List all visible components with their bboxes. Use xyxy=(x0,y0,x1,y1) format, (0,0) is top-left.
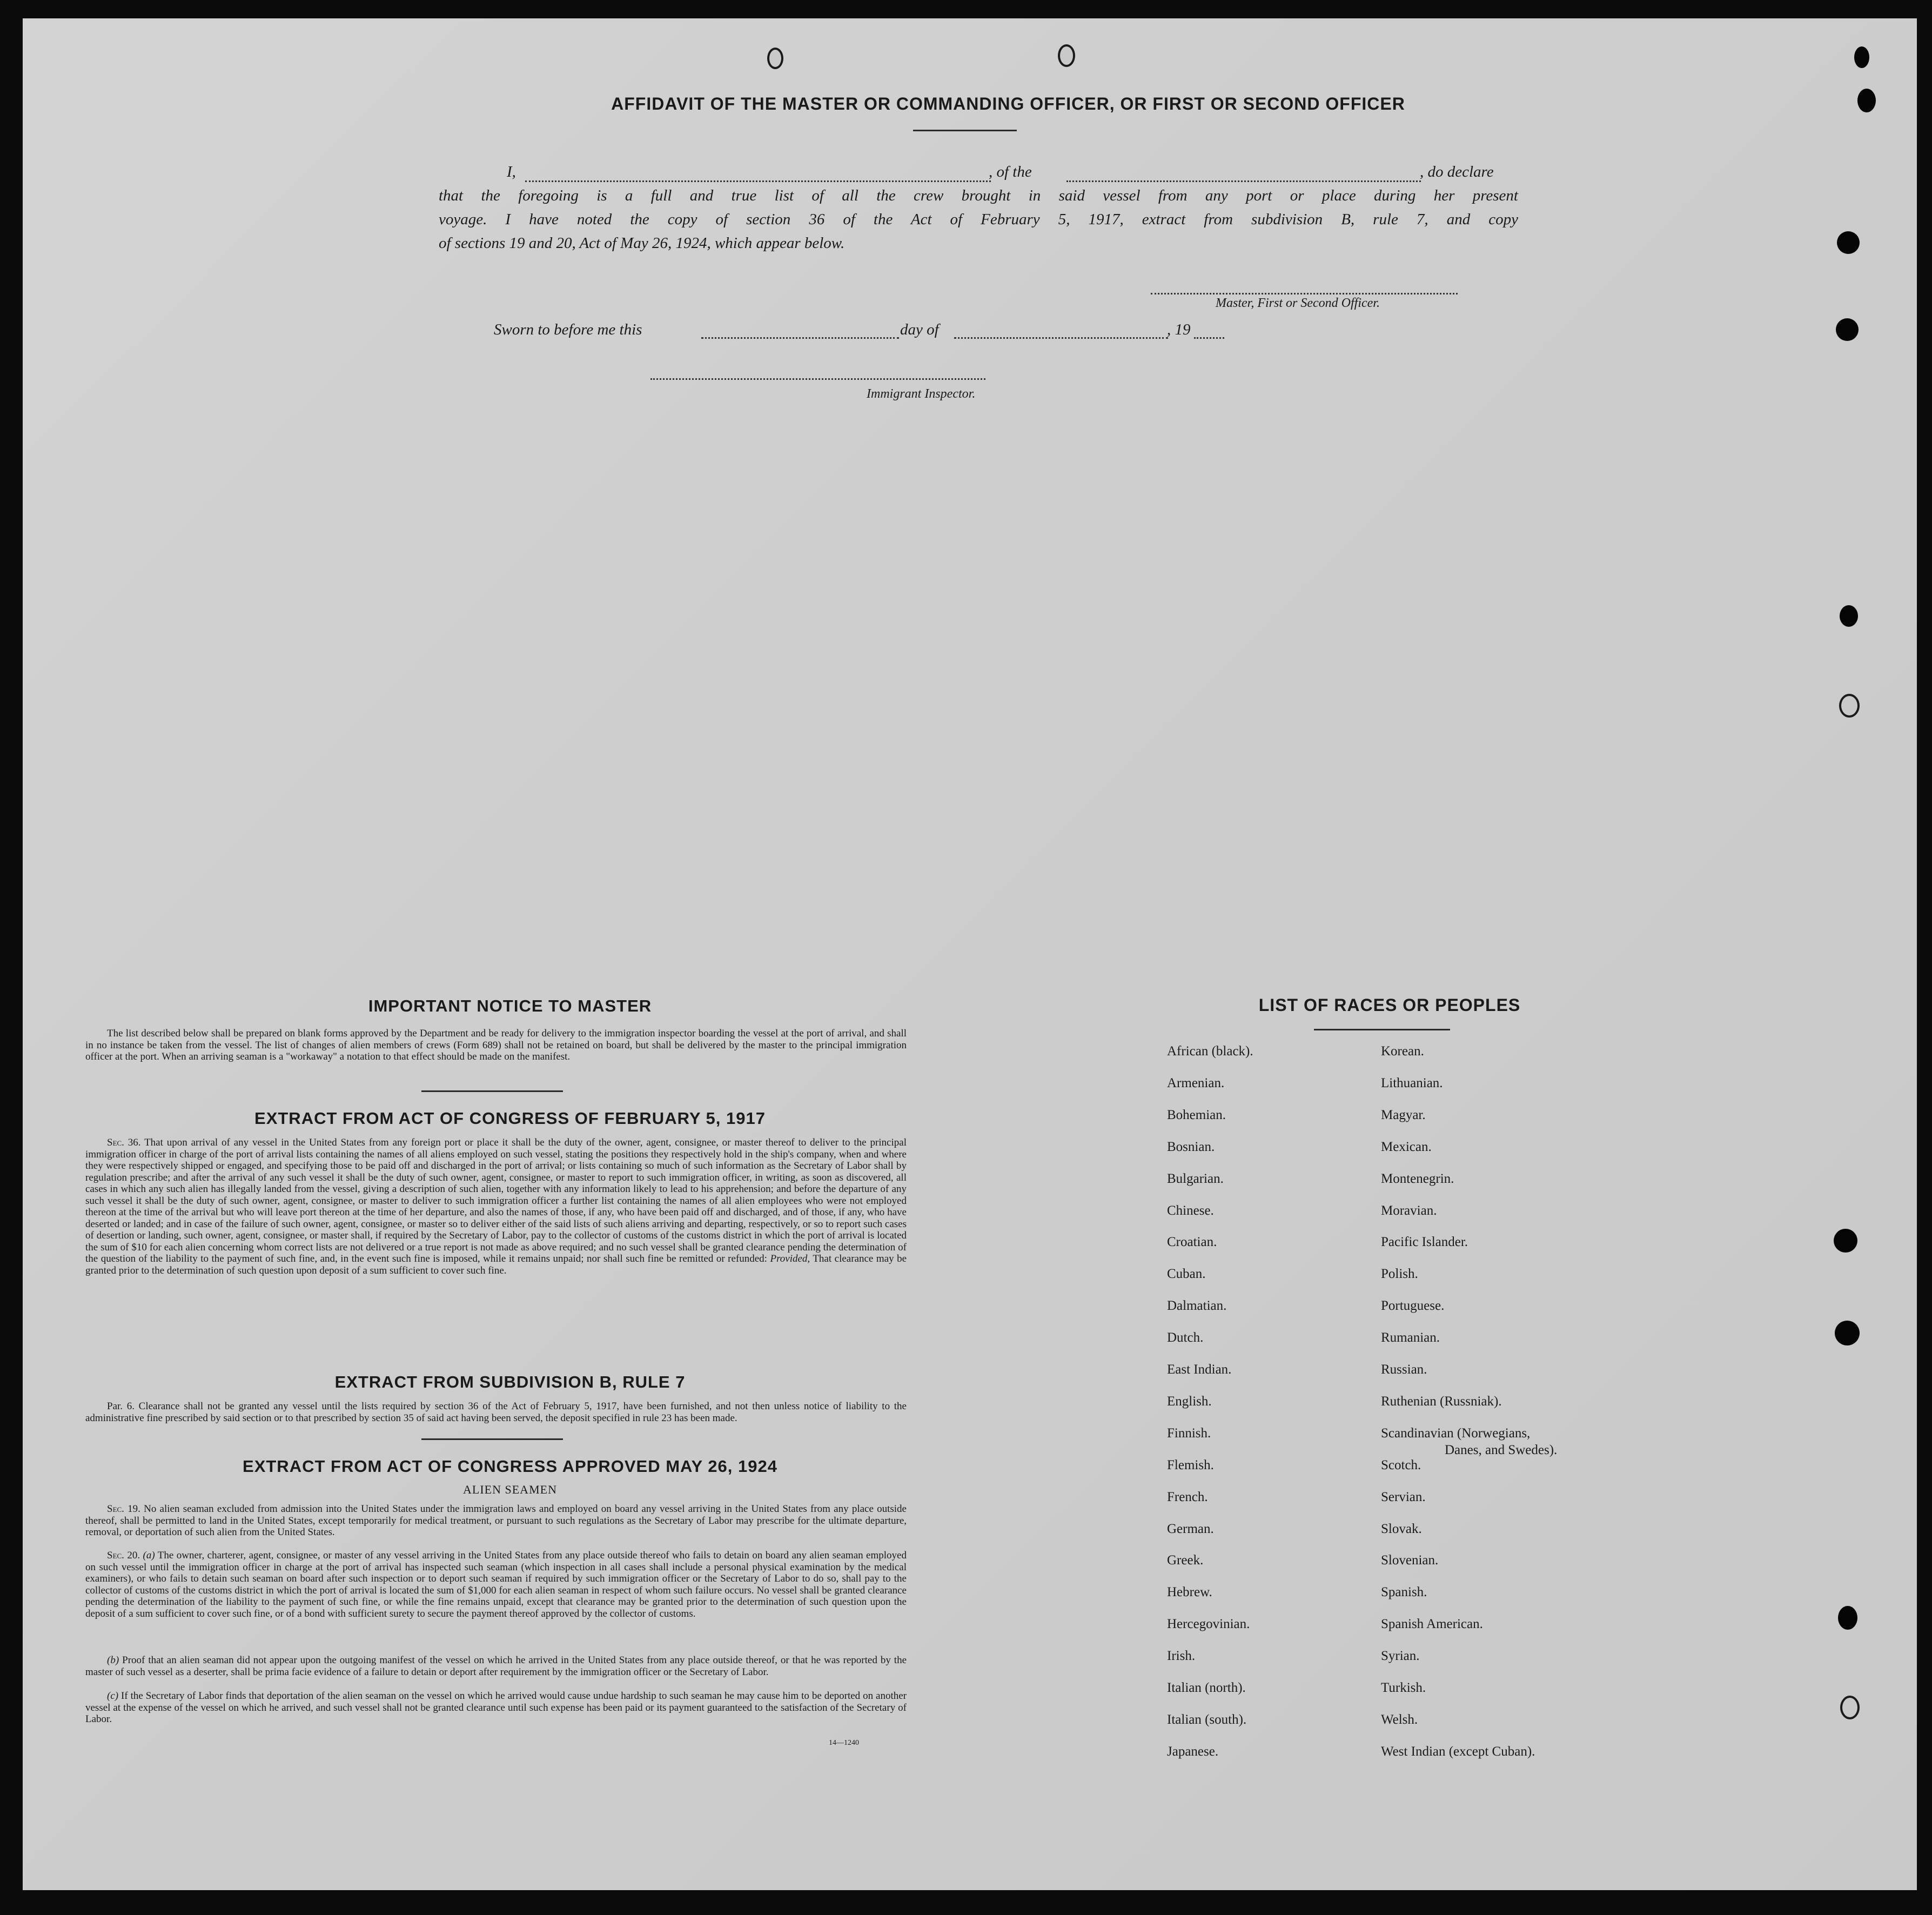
affidavit-title: AFFIDAVIT OF THE MASTER OR COMMANDING OFFICER, OR FIRST OR SECOND OFFICER xyxy=(611,94,1405,113)
master-signature-line[interactable] xyxy=(1151,293,1458,294)
race-left-item: Flemish. xyxy=(1167,1457,1214,1472)
race-right-item: Lithuanian. xyxy=(1381,1075,1443,1090)
race-right-item: Moravian. xyxy=(1381,1203,1437,1218)
race-left-item: Italian (north). xyxy=(1167,1680,1246,1695)
declaration-of-the: , of the xyxy=(989,163,1032,180)
race-left-item: African (black). xyxy=(1167,1044,1253,1059)
sec-19-label: Sec. 19. xyxy=(107,1503,140,1515)
race-right-item: Pacific Islander. xyxy=(1381,1235,1468,1250)
punch-hole xyxy=(1837,231,1860,254)
provided-word: Provided, xyxy=(770,1253,810,1264)
race-right-item: West Indian (except Cuban). xyxy=(1381,1744,1535,1759)
sec-20b-body xyxy=(85,1655,907,1678)
declaration-line-3: voyage. I have noted the copy of section 36 of the Act of February 5, 1917, extract from subdivision B, rule 7, and copy xyxy=(439,211,1518,228)
declaration-do-declare: , do declare xyxy=(1420,163,1494,180)
punch-hole xyxy=(1836,318,1859,341)
race-left-item: Dalmatian. xyxy=(1167,1298,1227,1314)
race-right-item: Spanish American. xyxy=(1381,1617,1483,1632)
sec-20-label: Sec. 20. xyxy=(107,1550,140,1561)
race-right-item: Rumanian. xyxy=(1381,1330,1440,1345)
race-left-item: Bulgarian. xyxy=(1167,1171,1224,1186)
extract-rule7-body: Par. 6. Clearance shall not be granted any vessel until the lists required by section 36 of the Act of February 5, 1917, have been furnished, and not then unless notice of liability to the administrative fine prescribed by said section or to that prescribed by section 35 of said act having been served, the deposit specified in rule 23 has been made. xyxy=(85,1401,907,1424)
sec-20c-body xyxy=(85,1690,907,1725)
sec-20c-label: (c) xyxy=(107,1690,119,1702)
master-caption: Master, First or Second Officer. xyxy=(1216,296,1380,310)
race-right-item: Slovenian. xyxy=(1381,1553,1439,1568)
sec-20c-text: If the Secretary of Labor finds that deportation of the alien seaman on the vessel on which he arrived would cause undue hardship to such seaman he may cause him to be deported on another vessel at the expense of the vessel on which he arrived, and such vessel shall not be granted clearance until such expense has been paid or its payment guaranteed to the satisfaction of the Secretary of Labor. xyxy=(85,1690,907,1725)
sec-20b-label: (b) xyxy=(107,1655,119,1666)
punch-hole xyxy=(1854,46,1869,68)
race-right-item: Spanish. xyxy=(1381,1585,1427,1600)
sec-36-label: Sec. 36. xyxy=(107,1137,141,1148)
sworn-prefix: Sworn to before me this xyxy=(494,321,642,338)
punch-hole xyxy=(1835,1321,1860,1345)
race-left-item: Finnish. xyxy=(1167,1425,1211,1441)
race-left-item: Bohemian. xyxy=(1167,1107,1226,1122)
race-right-item: Servian. xyxy=(1381,1489,1426,1504)
sec-20a-body xyxy=(85,1550,907,1619)
race-left-item: Cuban. xyxy=(1167,1267,1206,1282)
races-title: LIST OF RACES OR PEOPLES xyxy=(1258,995,1521,1015)
race-left-item: Greek. xyxy=(1167,1553,1204,1568)
notice-title: IMPORTANT NOTICE TO MASTER xyxy=(368,996,652,1015)
race-scandinavian-cont: Danes, and Swedes). xyxy=(1445,1443,1558,1457)
declaration-line-2: that the foregoing is a full and true list of all the crew brought in said vessel from any port or place during her present xyxy=(439,187,1518,204)
race-right-item: Scotch. xyxy=(1381,1457,1421,1472)
race-right-item: Welsh. xyxy=(1381,1712,1418,1727)
extract-rule7-title: EXTRACT FROM SUBDIVISION B, RULE 7 xyxy=(334,1372,686,1391)
sec-20a-label: (a) xyxy=(143,1550,155,1561)
race-left-item: Hebrew. xyxy=(1167,1585,1212,1600)
race-left-item: East Indian. xyxy=(1167,1362,1232,1377)
race-left-item: English. xyxy=(1167,1394,1212,1409)
punch-hole xyxy=(1857,89,1876,112)
punch-hole xyxy=(1840,1696,1860,1719)
punch-hole xyxy=(767,48,783,69)
rule7-rule xyxy=(421,1438,563,1440)
extract-1917-title: EXTRACT FROM ACT OF CONGRESS OF FEBRUARY 5, 1917 xyxy=(254,1109,766,1128)
race-left-item: Croatian. xyxy=(1167,1235,1217,1250)
sworn-year-line[interactable] xyxy=(1194,337,1224,339)
sworn-year: , 19 xyxy=(1167,321,1191,338)
notice-body: The list described below shall be prepared on blank forms approved by the Department and be ready for delivery to the immigration inspector boarding the vessel at the port of arrival, and shall in no instance be taken from the vessel. The list of changes of alien members of crews (Form 689) shall not be retained on board, but shall be delivered by the master to the principal immigration officer at the port. When an arriving seaman is a "workaway" a notation to that effect should be made on the manifest. xyxy=(85,1028,907,1062)
race-right-item: Korean. xyxy=(1381,1044,1424,1059)
vessel-name-line[interactable] xyxy=(1066,180,1421,182)
declaration-i: I, xyxy=(507,163,516,180)
extract-1917-body xyxy=(85,1137,907,1276)
sec-20b-text: Proof that an alien seaman did not appear upon the outgoing manifest of the vessel on which he arrived in the United States from any place outside thereof, or that he was reported by the master of such vessel as a deserter, shall be prima facie evidence of a failure to detain or deport after requirement by the immigration officer or the Secretary of Labor. xyxy=(85,1655,907,1678)
sworn-day-line[interactable] xyxy=(701,337,899,339)
notice-rule xyxy=(421,1090,563,1092)
punch-hole xyxy=(1058,44,1075,67)
declaration-line-4: of sections 19 and 20, Act of May 26, 1924, which appear below. xyxy=(439,235,845,252)
sec-20a-text: The owner, charterer, agent, consignee, or master of any vessel arriving in the United States from any place outside thereof who fails to detain on board any alien seaman employed on such vessel until the immigration officer in charge at the port of arrival has inspected such seaman (which inspection in all cases shall include a personal physical examination by the medical examiners), or who fails to detain such seaman on board after such inspection or to deport such seaman if required by such immigration officer or the Secretary of Labor to do so, shall pay to the collector of customs of the customs district in which the port of arrival is located the sum of $1,000 for each alien seaman in respect of whom such failure occurs. No vessel shall be granted clearance pending the determination of the liability to the payment of such fine, or while the fine remains unpaid, except that clearance may be granted prior to the determination of such question upon the deposit of a sum sufficient to cover such fine, or of a bond with sufficient surety to secure the payment thereof approved by the collector of customs. xyxy=(85,1550,907,1619)
race-left-item: Irish. xyxy=(1167,1649,1196,1664)
sec-36-text: That upon arrival of any vessel in the United States from any foreign port or place it shall be the duty of the owner, agent, consignee, or master thereof to deliver to the principal immigration officer in charge of the port of arrival lists containing the names of all aliens employed on such vessel, stating the positions they respectively hold in the ship's company, when and where they were respectively shipped or engaged, and specifying those to be paid off and discharged in the port of arrival; or lists containing so much of such information as the Secretary of Labor shall by regulation prescribe; and after the arrival of any such vessel it shall be the duty of such owner, agent, consignee, or master to report to such immigration officer, in writing, as soon as discovered, all cases in which any such alien has illegally landed from the vessel, giving a description of such alien, together with any information likely to lead to his apprehension; and before the departure of any such vessel it shall be the duty of such owner, agent, consignee, or master to deliver to such immigration officer a further list containing the names of all alien employees who were not employed thereon at the time of the arrival but who will leave port thereon at the time of her departure, and also the names of those, if any, who have been paid off and discharged, and of those, if any, who have deserted or landed; and in case of the failure of such owner, agent, consignee, or master so to deliver either of the said lists of such aliens arriving and departing, respectively, or so to report such cases of desertion or landing, such owner, agent, consignee, or master shall, if required by the Secretary of Labor, pay to the collector of customs of the customs district in which the port of arrival is located the sum of $10 for each alien concerning whom correct lists are not delivered or a true report is not made as above required; and no such vessel shall be granted clearance pending the determination of the question of the liability to the payment of such fine, and, in the event such fine is imposed, while it remains unpaid; nor shall such fine be remitted or refunded: xyxy=(85,1137,907,1264)
declarant-name-line[interactable] xyxy=(525,180,991,182)
race-left-item: German. xyxy=(1167,1521,1214,1536)
inspector-caption: Immigrant Inspector. xyxy=(867,387,976,401)
race-right-item: Russian. xyxy=(1381,1362,1427,1377)
sec-19-text: No alien seaman excluded from admission into the United States under the immigration laws and employed on board any vessel arriving in the United States from any place outside thereof, shall be permitted to land in the United States, except temporarily for medical treatment, or pursuant to such regulations as the Secretary of Labor may prescribe for the ultimate departure, removal, or deportation of such alien from the United States. xyxy=(85,1503,907,1538)
punch-hole xyxy=(1834,1229,1857,1253)
race-left-item: Dutch. xyxy=(1167,1330,1204,1345)
race-right-item: Syrian. xyxy=(1381,1649,1420,1664)
races-title-rule xyxy=(1314,1029,1450,1030)
race-right-item: Magyar. xyxy=(1381,1107,1426,1122)
form-number: 14—1240 xyxy=(829,1739,859,1747)
punch-hole xyxy=(1838,1606,1857,1630)
race-left-item: Japanese. xyxy=(1167,1744,1219,1759)
affidavit-title-rule xyxy=(913,130,1017,131)
sworn-month-line[interactable] xyxy=(954,337,1168,339)
extract-1924-title: EXTRACT FROM ACT OF CONGRESS APPROVED MAY 26, 1924 xyxy=(243,1457,777,1476)
alien-seamen-subtitle: ALIEN SEAMEN xyxy=(463,1483,557,1496)
race-left-item: Chinese. xyxy=(1167,1203,1214,1218)
race-right-item: Montenegrin. xyxy=(1381,1171,1454,1186)
race-right-item: Turkish. xyxy=(1381,1680,1426,1695)
race-right-item: Polish. xyxy=(1381,1267,1418,1282)
punch-hole xyxy=(1839,694,1860,718)
race-left-item: French. xyxy=(1167,1489,1208,1504)
race-right-item: Portuguese. xyxy=(1381,1298,1445,1314)
inspector-signature-line[interactable] xyxy=(650,378,985,380)
document-page xyxy=(23,18,1917,1890)
race-left-item: Italian (south). xyxy=(1167,1712,1247,1727)
sec-36-text-end: That clearance may be granted prior to the determination of such question upon deposit of a sum sufficient to cover such fine. xyxy=(85,1253,907,1276)
race-right-item: Slovak. xyxy=(1381,1521,1422,1536)
race-right-item: Ruthenian (Russniak). xyxy=(1381,1394,1502,1409)
race-left-item: Bosnian. xyxy=(1167,1139,1215,1154)
punch-hole xyxy=(1840,605,1858,627)
sworn-day-of: day of xyxy=(900,321,939,338)
race-right-item: Scandinavian (Norwegians, xyxy=(1381,1425,1531,1441)
race-left-item: Armenian. xyxy=(1167,1075,1225,1090)
race-right-item: Mexican. xyxy=(1381,1139,1432,1154)
race-left-item: Hercegovinian. xyxy=(1167,1617,1250,1632)
sec-19-body xyxy=(85,1503,907,1538)
